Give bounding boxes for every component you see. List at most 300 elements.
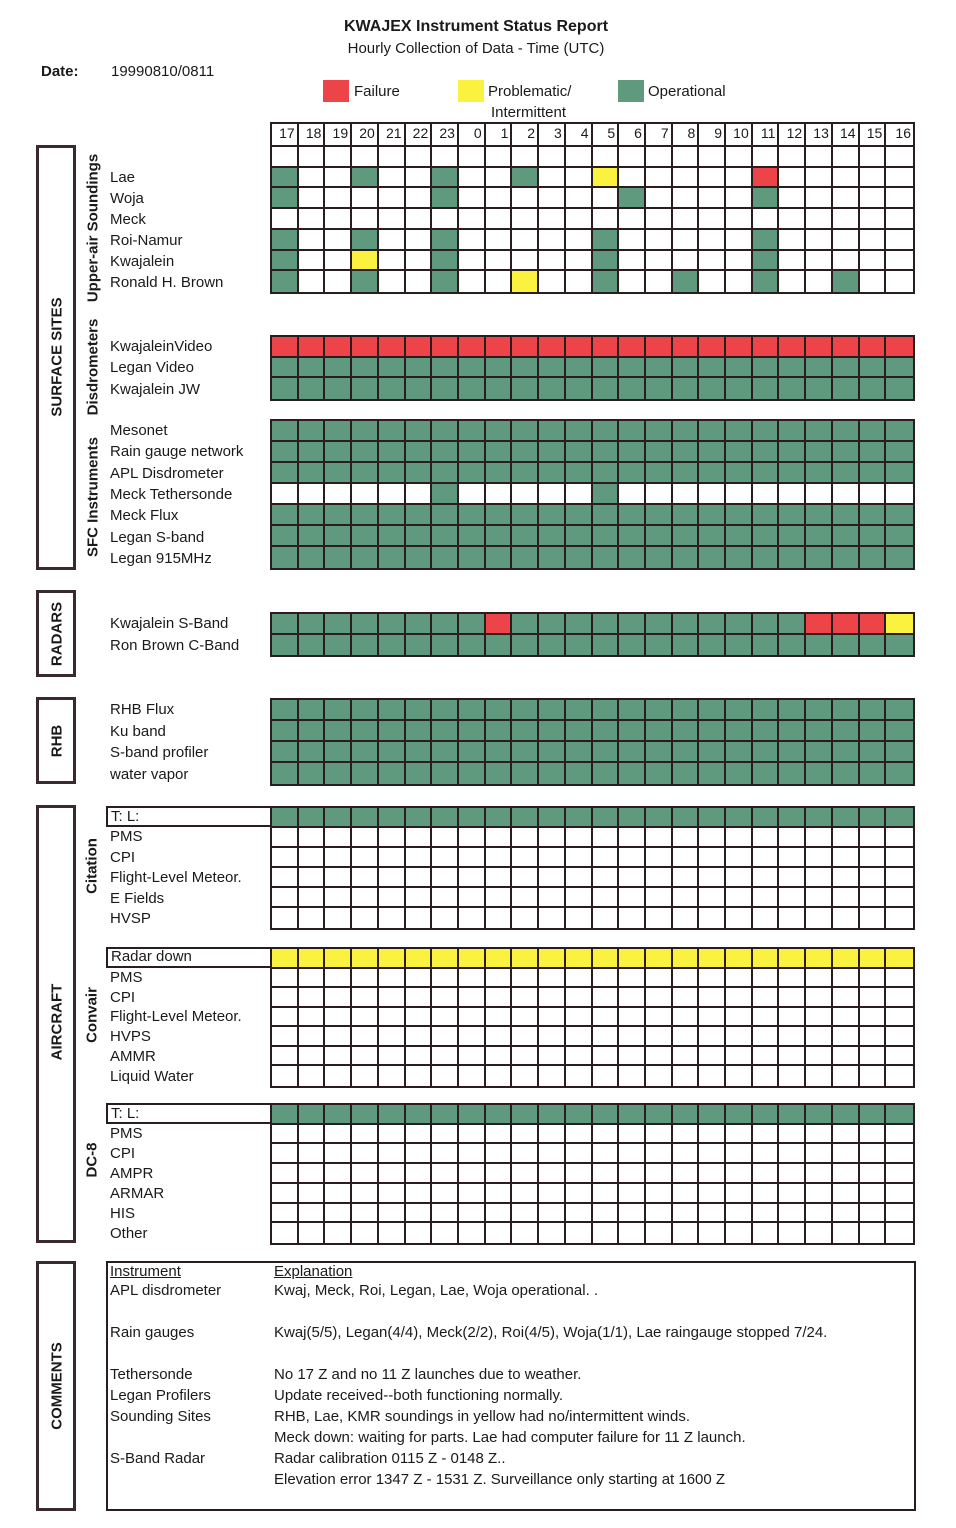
- status-cell-no-data: [646, 271, 673, 292]
- status-cell-operational: [406, 742, 433, 763]
- status-cell-no-data: [486, 828, 513, 848]
- status-cell-operational: [860, 442, 887, 463]
- status-cell-no-data: [646, 147, 673, 168]
- status-cell-no-data: [593, 1144, 620, 1164]
- status-cell-operational: [539, 505, 566, 526]
- status-cell-no-data: [699, 209, 726, 230]
- status-cell-operational: [753, 635, 780, 656]
- status-cell-no-data: [806, 969, 833, 989]
- status-cell-no-data: [406, 888, 433, 908]
- hour-label: 16: [886, 124, 913, 145]
- status-cell-operational: [860, 635, 887, 656]
- status-cell-no-data: [325, 1125, 352, 1145]
- status-cell-no-data: [806, 1008, 833, 1028]
- status-cell-no-data: [459, 1164, 486, 1184]
- status-cell-operational: [753, 188, 780, 209]
- status-cell-operational: [726, 808, 753, 828]
- row-label: HIS: [110, 1205, 136, 1222]
- status-cell-problematic: [593, 168, 620, 189]
- status-cell-no-data: [673, 484, 700, 505]
- status-cell-operational: [539, 358, 566, 379]
- group-convair-label: Convair: [83, 987, 101, 1043]
- status-cell-no-data: [299, 1027, 326, 1047]
- status-cell-operational: [352, 742, 379, 763]
- status-cell-no-data: [833, 988, 860, 1008]
- status-cell-no-data: [325, 271, 352, 292]
- status-cell-operational: [539, 526, 566, 547]
- status-cell-no-data: [512, 1066, 539, 1086]
- status-cell-operational: [325, 442, 352, 463]
- status-cell-no-data: [886, 988, 913, 1008]
- status-cell-no-data: [406, 1164, 433, 1184]
- status-cell-no-data: [860, 1125, 887, 1145]
- status-cell-operational: [699, 358, 726, 379]
- status-cell-operational: [512, 700, 539, 721]
- status-cell-no-data: [673, 188, 700, 209]
- status-cell-operational: [379, 505, 406, 526]
- status-cell-problematic: [593, 949, 620, 969]
- status-cell-operational: [779, 763, 806, 784]
- status-cell-no-data: [406, 969, 433, 989]
- status-cell-operational: [833, 378, 860, 399]
- status-cell-no-data: [619, 868, 646, 888]
- status-cell-failure: [886, 337, 913, 358]
- status-cell-no-data: [806, 209, 833, 230]
- status-cell-operational: [539, 614, 566, 635]
- status-cell-operational: [673, 463, 700, 484]
- status-cell-operational: [512, 1105, 539, 1125]
- status-cell-operational: [486, 378, 513, 399]
- status-cell-operational: [299, 463, 326, 484]
- status-cell-no-data: [753, 484, 780, 505]
- status-cell-no-data: [833, 828, 860, 848]
- status-cell-no-data: [833, 908, 860, 928]
- status-cell-operational: [512, 421, 539, 442]
- status-cell-operational: [726, 635, 753, 656]
- status-cell-no-data: [646, 1204, 673, 1224]
- status-cell-no-data: [272, 988, 299, 1008]
- row-label: HVPS: [110, 1028, 151, 1046]
- status-cell-no-data: [806, 484, 833, 505]
- hour-label: 20: [352, 124, 379, 145]
- status-cell-no-data: [779, 908, 806, 928]
- status-cell-operational: [833, 1105, 860, 1125]
- status-cell-no-data: [512, 1027, 539, 1047]
- status-cell-no-data: [325, 147, 352, 168]
- status-cell-no-data: [512, 988, 539, 1008]
- status-cell-no-data: [299, 1164, 326, 1184]
- status-cell-no-data: [699, 147, 726, 168]
- status-cell-operational: [272, 547, 299, 568]
- status-cell-operational: [833, 442, 860, 463]
- status-cell-no-data: [512, 188, 539, 209]
- status-cell-no-data: [619, 969, 646, 989]
- status-cell-operational: [886, 463, 913, 484]
- status-cell-no-data: [566, 484, 593, 505]
- status-cell-no-data: [459, 1047, 486, 1067]
- status-cell-no-data: [272, 888, 299, 908]
- status-cell-no-data: [806, 1047, 833, 1067]
- status-cell-no-data: [753, 1204, 780, 1224]
- status-cell-operational: [699, 547, 726, 568]
- status-cell-no-data: [272, 868, 299, 888]
- status-cell-no-data: [406, 1125, 433, 1145]
- row-label-box: T: L:: [106, 1103, 272, 1124]
- status-cell-no-data: [699, 1008, 726, 1028]
- status-cell-failure: [512, 337, 539, 358]
- status-cell-operational: [512, 635, 539, 656]
- status-cell-no-data: [299, 1144, 326, 1164]
- status-cell-no-data: [806, 868, 833, 888]
- status-cell-no-data: [779, 147, 806, 168]
- status-cell-no-data: [352, 969, 379, 989]
- status-cell-operational: [432, 721, 459, 742]
- status-cell-no-data: [325, 888, 352, 908]
- status-cell-no-data: [539, 168, 566, 189]
- status-cell-no-data: [886, 1047, 913, 1067]
- status-cell-no-data: [539, 868, 566, 888]
- status-cell-no-data: [459, 1125, 486, 1145]
- status-cell-operational: [673, 547, 700, 568]
- status-cell-operational: [646, 721, 673, 742]
- status-cell-no-data: [593, 1125, 620, 1145]
- status-cell-no-data: [833, 251, 860, 272]
- status-cell-no-data: [539, 1144, 566, 1164]
- status-cell-no-data: [566, 828, 593, 848]
- hour-label: 12: [779, 124, 806, 145]
- status-cell-operational: [272, 721, 299, 742]
- status-cell-no-data: [432, 1125, 459, 1145]
- section-comments-label: COMMENTS: [48, 1342, 66, 1430]
- status-cell-operational: [272, 700, 299, 721]
- status-cell-no-data: [699, 908, 726, 928]
- status-cell-operational: [886, 742, 913, 763]
- status-cell-operational: [459, 505, 486, 526]
- status-cell-operational: [753, 700, 780, 721]
- status-cell-no-data: [673, 1047, 700, 1067]
- status-cell-problematic: [352, 251, 379, 272]
- status-cell-no-data: [860, 168, 887, 189]
- status-cell-no-data: [833, 1204, 860, 1224]
- status-cell-no-data: [699, 1066, 726, 1086]
- status-cell-no-data: [806, 1223, 833, 1243]
- status-cell-no-data: [673, 1066, 700, 1086]
- comment-instrument: APL disdrometer: [110, 1282, 222, 1299]
- status-cell-operational: [806, 463, 833, 484]
- status-cell-no-data: [486, 1164, 513, 1184]
- status-cell-no-data: [673, 251, 700, 272]
- status-cell-operational: [406, 442, 433, 463]
- status-cell-no-data: [753, 1144, 780, 1164]
- status-cell-no-data: [406, 168, 433, 189]
- status-cell-operational: [512, 358, 539, 379]
- status-cell-no-data: [833, 209, 860, 230]
- status-cell-no-data: [272, 1144, 299, 1164]
- status-cell-problematic: [512, 271, 539, 292]
- status-cell-no-data: [699, 1164, 726, 1184]
- status-cell-operational: [619, 526, 646, 547]
- status-cell-no-data: [325, 1223, 352, 1243]
- status-cell-no-data: [352, 484, 379, 505]
- status-cell-operational: [272, 463, 299, 484]
- status-cell-no-data: [486, 908, 513, 928]
- status-cell-no-data: [432, 868, 459, 888]
- status-cell-no-data: [272, 147, 299, 168]
- status-cell-failure: [379, 337, 406, 358]
- status-cell-operational: [379, 700, 406, 721]
- status-cell-failure: [352, 337, 379, 358]
- status-cell-no-data: [886, 828, 913, 848]
- status-cell-no-data: [379, 1008, 406, 1028]
- status-cell-no-data: [673, 868, 700, 888]
- status-cell-operational: [646, 526, 673, 547]
- row-label: Mesonet: [110, 422, 168, 439]
- status-cell-no-data: [886, 251, 913, 272]
- status-cell-problematic: [432, 949, 459, 969]
- status-cell-operational: [806, 808, 833, 828]
- status-cell-no-data: [512, 908, 539, 928]
- status-cell-no-data: [753, 209, 780, 230]
- status-cell-operational: [860, 547, 887, 568]
- status-cell-operational: [779, 614, 806, 635]
- status-cell-operational: [325, 808, 352, 828]
- row-label: CPI: [110, 988, 136, 1006]
- status-cell-operational: [432, 614, 459, 635]
- status-cell-no-data: [459, 168, 486, 189]
- status-cell-operational: [432, 378, 459, 399]
- status-cell-no-data: [325, 1027, 352, 1047]
- status-cell-no-data: [673, 1144, 700, 1164]
- status-cell-operational: [325, 358, 352, 379]
- status-cell-no-data: [673, 1184, 700, 1204]
- status-cell-operational: [512, 442, 539, 463]
- status-cell-operational: [860, 378, 887, 399]
- status-cell-operational: [619, 378, 646, 399]
- status-cell-operational: [779, 378, 806, 399]
- status-cell-operational: [459, 1105, 486, 1125]
- row-label-box: Radar down: [106, 947, 272, 968]
- status-cell-no-data: [379, 848, 406, 868]
- status-cell-no-data: [299, 1204, 326, 1224]
- status-cell-no-data: [272, 484, 299, 505]
- status-cell-operational: [646, 763, 673, 784]
- status-cell-operational: [352, 421, 379, 442]
- status-cell-no-data: [512, 1164, 539, 1184]
- status-cell-no-data: [646, 484, 673, 505]
- status-cell-operational: [806, 442, 833, 463]
- status-cell-operational: [699, 378, 726, 399]
- status-cell-no-data: [779, 1184, 806, 1204]
- row-label: Flight-Level Meteor.: [110, 1008, 242, 1026]
- status-cell-no-data: [806, 828, 833, 848]
- status-cell-no-data: [352, 988, 379, 1008]
- status-cell-no-data: [833, 1027, 860, 1047]
- status-cell-no-data: [619, 848, 646, 868]
- status-cell-no-data: [753, 1027, 780, 1047]
- status-cell-operational: [860, 358, 887, 379]
- status-cell-operational: [272, 526, 299, 547]
- status-cell-operational: [486, 421, 513, 442]
- status-cell-no-data: [566, 1204, 593, 1224]
- status-cell-operational: [379, 463, 406, 484]
- hour-label: 0: [459, 124, 486, 145]
- status-cell-operational: [352, 721, 379, 742]
- status-cell-operational: [352, 763, 379, 784]
- status-cell-no-data: [806, 271, 833, 292]
- status-cell-no-data: [406, 848, 433, 868]
- status-cell-no-data: [860, 828, 887, 848]
- status-cell-no-data: [299, 848, 326, 868]
- row-label: RHB Flux: [110, 701, 175, 718]
- status-cell-no-data: [593, 147, 620, 168]
- status-cell-no-data: [779, 848, 806, 868]
- status-cell-no-data: [646, 1184, 673, 1204]
- status-cell-operational: [806, 421, 833, 442]
- status-cell-operational: [753, 721, 780, 742]
- status-cell-operational: [406, 763, 433, 784]
- status-cell-no-data: [272, 1184, 299, 1204]
- status-cell-no-data: [779, 969, 806, 989]
- status-cell-operational: [726, 463, 753, 484]
- status-cell-failure: [566, 337, 593, 358]
- status-cell-no-data: [512, 1125, 539, 1145]
- status-cell-no-data: [673, 209, 700, 230]
- status-cell-operational: [806, 547, 833, 568]
- comments-instrument-header: Instrument: [110, 1263, 181, 1280]
- status-cell-operational: [432, 700, 459, 721]
- status-cell-no-data: [325, 1066, 352, 1086]
- status-cell-no-data: [860, 1164, 887, 1184]
- comment-instrument: Legan Profilers: [110, 1387, 211, 1404]
- status-cell-operational: [379, 635, 406, 656]
- status-cell-operational: [593, 230, 620, 251]
- status-cell-operational: [673, 505, 700, 526]
- status-cell-no-data: [673, 828, 700, 848]
- date-label: Date:: [41, 63, 79, 80]
- status-cell-operational: [459, 526, 486, 547]
- status-cell-operational: [646, 463, 673, 484]
- status-cell-no-data: [860, 868, 887, 888]
- status-cell-operational: [486, 721, 513, 742]
- status-cell-no-data: [379, 888, 406, 908]
- status-cell-no-data: [379, 168, 406, 189]
- status-cell-operational: [860, 421, 887, 442]
- status-cell-operational: [860, 463, 887, 484]
- status-cell-no-data: [593, 969, 620, 989]
- status-cell-operational: [860, 526, 887, 547]
- status-cell-no-data: [646, 168, 673, 189]
- status-cell-operational: [833, 526, 860, 547]
- status-cell-no-data: [673, 168, 700, 189]
- status-cell-no-data: [619, 1047, 646, 1067]
- status-cell-no-data: [860, 1204, 887, 1224]
- row-label: PMS: [110, 1125, 143, 1142]
- status-cell-operational: [779, 505, 806, 526]
- status-cell-no-data: [352, 1008, 379, 1028]
- status-cell-no-data: [753, 868, 780, 888]
- status-cell-operational: [272, 188, 299, 209]
- status-cell-no-data: [352, 1164, 379, 1184]
- status-cell-operational: [486, 358, 513, 379]
- status-cell-no-data: [646, 828, 673, 848]
- status-cell-no-data: [432, 969, 459, 989]
- status-cell-no-data: [325, 209, 352, 230]
- status-cell-operational: [753, 378, 780, 399]
- status-cell-no-data: [512, 848, 539, 868]
- status-cell-operational: [886, 358, 913, 379]
- status-cell-operational: [646, 421, 673, 442]
- status-cell-operational: [593, 505, 620, 526]
- status-cell-no-data: [486, 1204, 513, 1224]
- status-cell-no-data: [779, 168, 806, 189]
- status-cell-no-data: [566, 969, 593, 989]
- status-cell-problematic: [886, 949, 913, 969]
- status-cell-no-data: [806, 1125, 833, 1145]
- status-cell-no-data: [833, 147, 860, 168]
- status-cell-no-data: [566, 1027, 593, 1047]
- status-cell-no-data: [325, 1047, 352, 1067]
- status-cell-operational: [726, 547, 753, 568]
- status-cell-failure: [753, 168, 780, 189]
- status-cell-no-data: [299, 168, 326, 189]
- status-cell-no-data: [593, 828, 620, 848]
- status-cell-operational: [512, 526, 539, 547]
- status-cell-operational: [593, 1105, 620, 1125]
- status-cell-no-data: [352, 1027, 379, 1047]
- status-cell-no-data: [325, 969, 352, 989]
- status-cell-no-data: [539, 1027, 566, 1047]
- status-cell-operational: [833, 700, 860, 721]
- status-cell-operational: [860, 742, 887, 763]
- status-cell-no-data: [779, 1027, 806, 1047]
- legend-problematic-label: Problematic/: [488, 83, 572, 100]
- status-cell-operational: [779, 463, 806, 484]
- status-cell-no-data: [299, 828, 326, 848]
- status-cell-operational: [272, 635, 299, 656]
- status-cell-operational: [459, 378, 486, 399]
- status-cell-operational: [753, 547, 780, 568]
- grid-radars: [270, 612, 915, 657]
- status-cell-operational: [272, 168, 299, 189]
- status-cell-no-data: [833, 1223, 860, 1243]
- status-cell-operational: [512, 614, 539, 635]
- status-cell-no-data: [512, 1047, 539, 1067]
- status-cell-operational: [779, 442, 806, 463]
- status-cell-operational: [619, 635, 646, 656]
- status-cell-no-data: [325, 908, 352, 928]
- status-cell-no-data: [806, 1066, 833, 1086]
- status-cell-no-data: [673, 1008, 700, 1028]
- status-cell-operational: [886, 808, 913, 828]
- status-cell-no-data: [646, 1066, 673, 1086]
- status-cell-no-data: [726, 271, 753, 292]
- status-cell-no-data: [726, 1027, 753, 1047]
- status-cell-no-data: [699, 1125, 726, 1145]
- status-cell-operational: [299, 505, 326, 526]
- row-label: Ku band: [110, 722, 166, 740]
- status-cell-operational: [860, 763, 887, 784]
- status-cell-operational: [432, 168, 459, 189]
- status-cell-no-data: [486, 484, 513, 505]
- status-cell-operational: [512, 547, 539, 568]
- status-cell-no-data: [272, 1164, 299, 1184]
- status-cell-operational: [593, 463, 620, 484]
- status-cell-no-data: [833, 1047, 860, 1067]
- group-citation-label: Citation: [83, 838, 101, 894]
- status-cell-operational: [325, 378, 352, 399]
- status-cell-operational: [806, 358, 833, 379]
- status-cell-no-data: [486, 209, 513, 230]
